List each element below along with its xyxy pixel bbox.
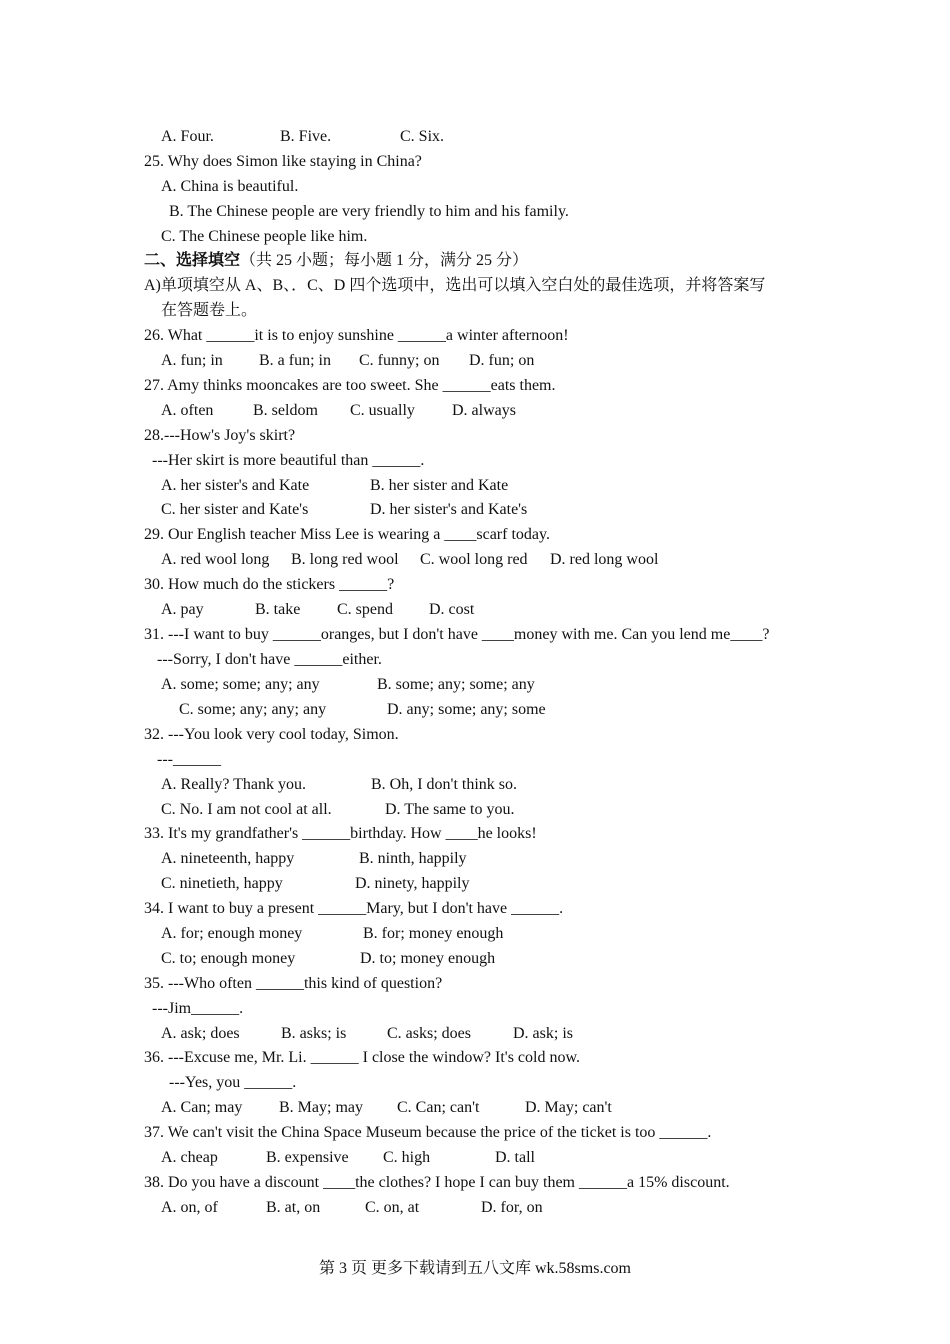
q37-question: 37. We can't visit the China Space Museum because the price of the ticket is too ______. (144, 1124, 712, 1141)
q38-option-c: C. on, at (365, 1199, 420, 1216)
q27-option-c: C. usually (350, 402, 415, 419)
q26-question: 26. What ______it is to enjoy sunshine ______a winter afternoon! (144, 327, 569, 344)
page-footer: 第 3 页 更多下载请到五八文库 wk.58sms.com (318, 1260, 631, 1277)
q30-option-b: B. take (255, 601, 301, 618)
q38-option-d: D. for, on (481, 1199, 543, 1216)
q30-question: 30. How much do the stickers ______? (144, 576, 395, 593)
q34-option-a: A. for; enough money (161, 925, 303, 942)
q27-question: 27. Amy thinks mooncakes are too sweet. She ______eats them. (144, 377, 556, 394)
q25-option-b: B. The Chinese people are very friendly to him and his family. (169, 203, 569, 220)
q34-option-c: C. to; enough money (161, 950, 296, 967)
q38-question: 38. Do you have a discount ____the clothes? I hope I can buy them ______a 15% discount. (144, 1174, 730, 1191)
q36-option-c: C. Can; can't (397, 1099, 480, 1116)
q25-option-a: A. China is beautiful. (161, 178, 299, 195)
q35-option-c: C. asks; does (387, 1025, 471, 1042)
q35-option-d: D. ask; is (513, 1025, 573, 1042)
q29-question: 29. Our English teacher Miss Lee is wearing a ____scarf today. (144, 526, 550, 543)
q35-answer: ---Jim______. (152, 1000, 244, 1017)
q26-option-d: D. fun; on (469, 352, 535, 369)
q33-option-a: A. nineteenth, happy (161, 850, 295, 867)
q32-option-a: A. Really? Thank you. (161, 776, 307, 793)
section-instruction-1: A)单项填空从 A、B、．C、D 四个选项中，选出可以填入空白处的最佳选项，并将答案写 (144, 277, 766, 294)
q38-option-b: B. at, on (266, 1199, 321, 1216)
q30-option-a: A. pay (161, 601, 204, 618)
q28-option-a: A. her sister's and Kate (161, 477, 310, 494)
q25-question: 25. Why does Simon like staying in China? (144, 153, 422, 170)
q30-option-d: D. cost (429, 601, 475, 618)
q31-question: 31. ---I want to buy ______oranges, but I don't have ____money with me. Can you lend me____? (144, 626, 770, 643)
q33-option-c: C. ninetieth, happy (161, 875, 283, 892)
q33-option-d: D. ninety, happily (355, 875, 470, 892)
q25-option-c: C. The Chinese people like him. (161, 228, 368, 245)
q29-option-d: D. red long wool (550, 551, 659, 568)
q29-option-c: C. wool long red (420, 551, 528, 568)
q36-option-d: D. May; can't (525, 1099, 612, 1116)
q24-option-a: A. Four. (161, 128, 214, 145)
q28-answer: ---Her skirt is more beautiful than ______. (152, 452, 425, 469)
q31-option-d: D. any; some; any; some (387, 701, 546, 718)
q27-option-d: D. always (452, 402, 516, 419)
section-title: 二、选择填空 (144, 252, 241, 269)
q31-option-b: B. some; any; some; any (377, 676, 535, 693)
section-note: （共 25 小题；每小题 1 分，满分 25 分） (240, 252, 529, 269)
q35-option-a: A. ask; does (161, 1025, 240, 1042)
q36-question: 36. ---Excuse me, Mr. Li. ______ I close the window? It's cold now. (144, 1049, 580, 1066)
q29-option-b: B. long red wool (291, 551, 399, 568)
q36-option-a: A. Can; may (161, 1099, 243, 1116)
q27-option-a: A. often (161, 402, 214, 419)
q26-option-c: C. funny; on (359, 352, 440, 369)
q34-option-b: B. for; money enough (363, 925, 504, 942)
q26-option-b: B. a fun; in (259, 352, 331, 369)
q30-option-c: C. spend (337, 601, 393, 618)
q36-answer: ---Yes, you ______. (169, 1074, 297, 1091)
q36-option-b: B. May; may (279, 1099, 363, 1116)
q33-option-b: B. ninth, happily (359, 850, 467, 867)
section-instruction-2: 在答题卷上。 (161, 302, 258, 319)
q28-option-b: B. her sister and Kate (370, 477, 509, 494)
q35-question: 35. ---Who often ______this kind of question? (144, 975, 443, 992)
q38-option-a: A. on, of (161, 1199, 218, 1216)
q35-option-b: B. asks; is (281, 1025, 347, 1042)
q29-option-a: A. red wool long (161, 551, 270, 568)
q32-option-d: D. The same to you. (385, 801, 515, 818)
q34-option-d: D. to; money enough (360, 950, 496, 967)
q27-option-b: B. seldom (253, 402, 318, 419)
q26-option-a: A. fun; in (161, 352, 223, 369)
q31-option-c: C. some; any; any; any (179, 701, 327, 718)
q31-answer: ---Sorry, I don't have ______either. (157, 651, 382, 668)
section-heading (144, 251, 528, 271)
q28-option-c: C. her sister and Kate's (161, 501, 309, 518)
q37-option-c: C. high (383, 1149, 431, 1166)
q24-option-c: C. Six. (400, 128, 445, 145)
q34-question: 34. I want to buy a present ______Mary, but I don't have ______. (144, 900, 564, 917)
q28-question: 28.---How's Joy's skirt? (144, 427, 296, 444)
q24-option-b: B. Five. (280, 128, 332, 145)
q37-option-b: B. expensive (266, 1149, 349, 1166)
q32-option-c: C. No. I am not cool at all. (161, 801, 332, 818)
q37-option-d: D. tall (495, 1149, 535, 1166)
q28-option-d: D. her sister's and Kate's (370, 501, 528, 518)
q32-option-b: B. Oh, I don't think so. (371, 776, 517, 793)
q33-question: 33. It's my grandfather's ______birthday. How ____he looks! (144, 825, 537, 842)
q37-option-a: A. cheap (161, 1149, 218, 1166)
q32-answer: ---______ (157, 751, 221, 768)
q31-option-a: A. some; some; any; any (161, 676, 320, 693)
q32-question: 32. ---You look very cool today, Simon. (144, 726, 399, 743)
